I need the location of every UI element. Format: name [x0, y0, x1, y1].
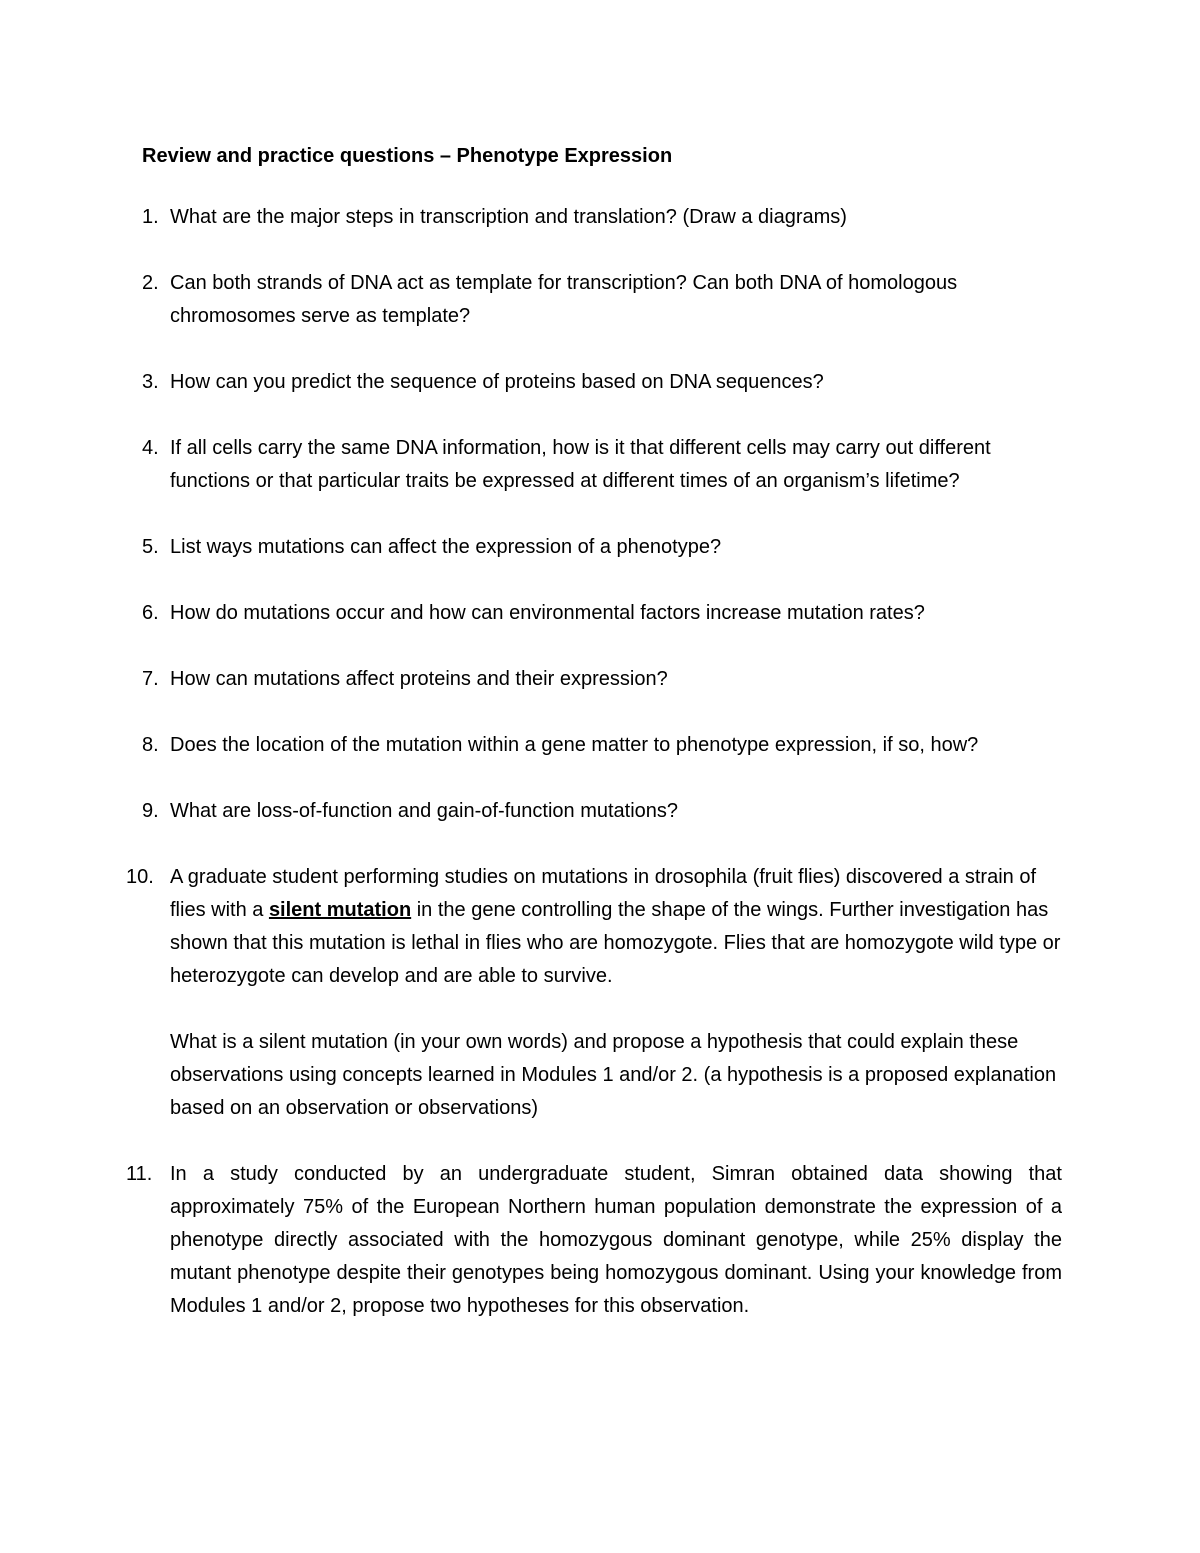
- question-7: [142, 663, 1062, 696]
- question-2: [142, 267, 1062, 333]
- question-number: 5.: [142, 536, 159, 558]
- question-number: 9.: [142, 800, 159, 822]
- question-text: How can mutations affect proteins and their expression?: [170, 668, 668, 690]
- question-number: 4.: [142, 437, 159, 459]
- question-number: 2.: [142, 272, 159, 294]
- question-text: Can both strands of DNA act as template for transcription? Can both DNA of homologous chromosomes serve as template?: [170, 272, 958, 327]
- question-number: 8.: [142, 734, 159, 756]
- question-number: 3.: [142, 371, 159, 393]
- question-8: [142, 729, 1062, 762]
- question-10: [126, 861, 1062, 1125]
- question-number: 11.: [126, 1163, 153, 1185]
- question-number: 1.: [142, 206, 159, 228]
- question-text: Does the location of the mutation within a gene matter to phenotype expression, if so, how?: [170, 734, 979, 756]
- question-text: How can you predict the sequence of proteins based on DNA sequences?: [170, 371, 824, 393]
- question-1: [142, 201, 1062, 234]
- question-number: 7.: [142, 668, 159, 690]
- question-followup: What is a silent mutation (in your own words) and propose a hypothesis that could explain these observations using concepts learned in Modules 1 and/or 2. (a hypothesis is a proposed explanation based on an observation or observations): [170, 1031, 1057, 1119]
- question-list: [126, 201, 1062, 1356]
- question-9: [142, 795, 1062, 828]
- question-number: 6.: [142, 602, 159, 624]
- question-text: If all cells carry the same DNA information, how is it that different cells may carry out different functions or that particular traits be expressed at different times of an organism’s lifetime?: [170, 437, 991, 492]
- question-11: [126, 1158, 1062, 1323]
- question-text: What are loss-of-function and gain-of-function mutations?: [170, 800, 679, 822]
- question-text-before: A graduate student performing studies on mutations in drosophila (fruit flies) discovered a strain of flies with a: [170, 866, 1037, 921]
- question-3: [142, 366, 1062, 399]
- question-text-after: in the gene controlling the shape of the wings. Further investigation has shown that this mutation is lethal in flies who are homozygote. Flies that are homozygote wild type or heterozygote can develop and are able to survive.: [170, 899, 1061, 987]
- question-text: In a study conducted by an undergraduate student, Simran obtained data showing that approximately 75% of the European Northern human population demonstrate the expression of a phenotype directly associated with the homozygous dominant genotype, while 25% display the mutant phenotype despite their genotypes being homozygous dominant. Using your knowledge from Modules 1 and/or 2, propose two hypotheses for this observation.: [170, 1163, 1062, 1317]
- question-text: [170, 861, 1062, 993]
- question-5: [142, 531, 1062, 564]
- question-text: How do mutations occur and how can environmental factors increase mutation rates?: [170, 602, 925, 624]
- question-4: [142, 432, 1062, 498]
- silent-mutation-emphasis: silent mutation: [268, 899, 412, 921]
- question-6: [142, 597, 1062, 630]
- question-text: What are the major steps in transcription and translation? (Draw a diagrams): [170, 206, 847, 228]
- page-title: Review and practice questions – Phenotype Expression: [142, 145, 673, 167]
- question-number: 10.: [126, 866, 154, 888]
- question-text: List ways mutations can affect the expression of a phenotype?: [170, 536, 722, 558]
